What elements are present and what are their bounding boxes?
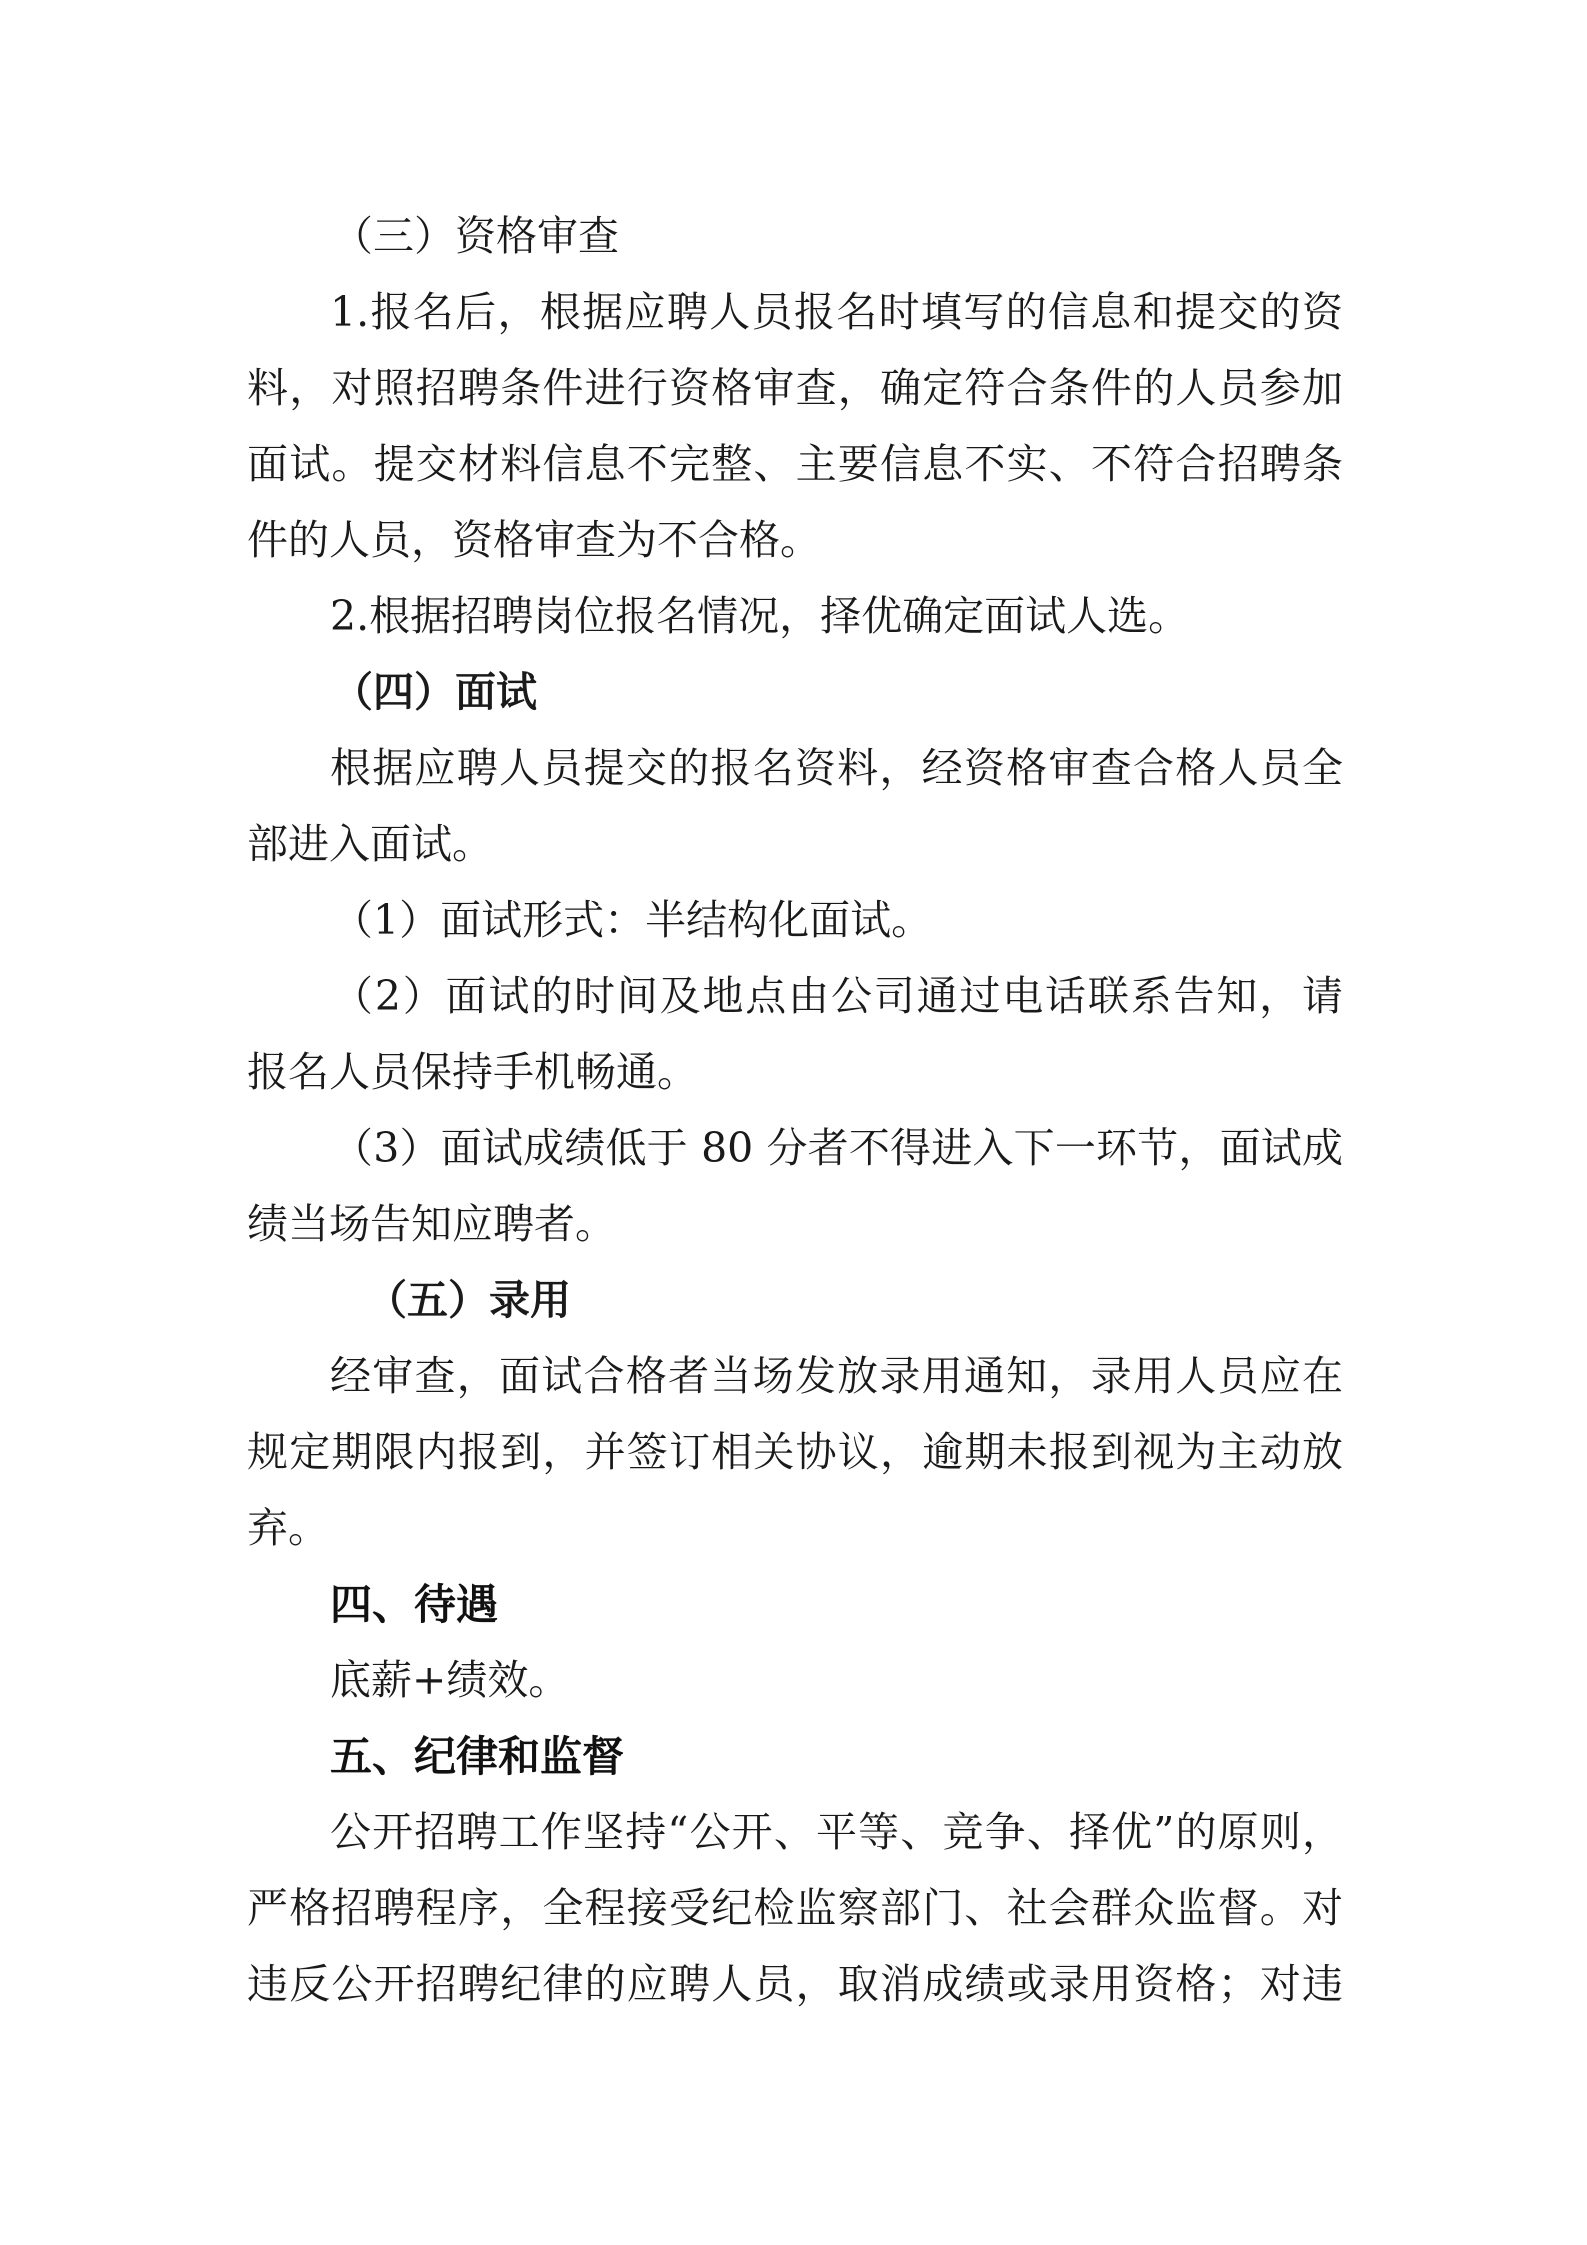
list-item-interview-time-place: （2）面试的时间及地点由公司通过电话联系告知，请 [332, 972, 1343, 1020]
paragraph-line: 部进入面试。 [247, 820, 493, 868]
paragraph-line: 料，对照招聘条件进行资格审查，确定符合条件的人员参加 [247, 364, 1343, 412]
paragraph-line: 公开招聘工作坚持“公开、平等、竞争、择优”的原则， [330, 1808, 1343, 1856]
paragraph-line: 根据应聘人员提交的报名资料，经资格审查合格人员全 [330, 744, 1343, 792]
paragraph-line: 弃。 [247, 1504, 329, 1552]
list-item-interview-format: （1）面试形式：半结构化面试。 [332, 896, 933, 944]
paragraph-line: 经审查，面试合格者当场发放录用通知，录用人员应在 [330, 1352, 1343, 1400]
paragraph-line: 底薪+绩效。 [330, 1656, 570, 1704]
section-heading-compensation: 四、待遇 [330, 1580, 499, 1629]
paragraph-line: 报名人员保持手机畅通。 [247, 1048, 698, 1096]
section-heading-interview: （四）面试 [332, 668, 537, 716]
paragraph-line: 面试。提交材料信息不完整、主要信息不实、不符合招聘条 [247, 440, 1343, 488]
paragraph-line: 2.根据招聘岗位报名情况，择优确定面试人选。 [330, 592, 1190, 640]
paragraph-line: 件的人员，资格审查为不合格。 [247, 516, 821, 564]
section-heading-hiring: （五）录用 [366, 1276, 571, 1324]
list-item-interview-score: （3）面试成绩低于 80 分者不得进入下一环节，面试成 [332, 1124, 1343, 1172]
paragraph-line: 违反公开招聘纪律的应聘人员，取消成绩或录用资格；对违 [247, 1960, 1343, 2008]
paragraph-line: 规定期限内报到，并签订相关协议，逾期未报到视为主动放 [247, 1428, 1343, 1476]
paragraph-line: 绩当场告知应聘者。 [247, 1200, 616, 1248]
paragraph-line: 严格招聘程序，全程接受纪检监察部门、社会群众监督。对 [247, 1884, 1343, 1932]
section-heading-qualification-review: （三）资格审查 [332, 212, 619, 260]
section-heading-discipline: 五、纪律和监督 [330, 1732, 625, 1781]
paragraph-line: 1.报名后，根据应聘人员报名时填写的信息和提交的资 [330, 288, 1343, 336]
